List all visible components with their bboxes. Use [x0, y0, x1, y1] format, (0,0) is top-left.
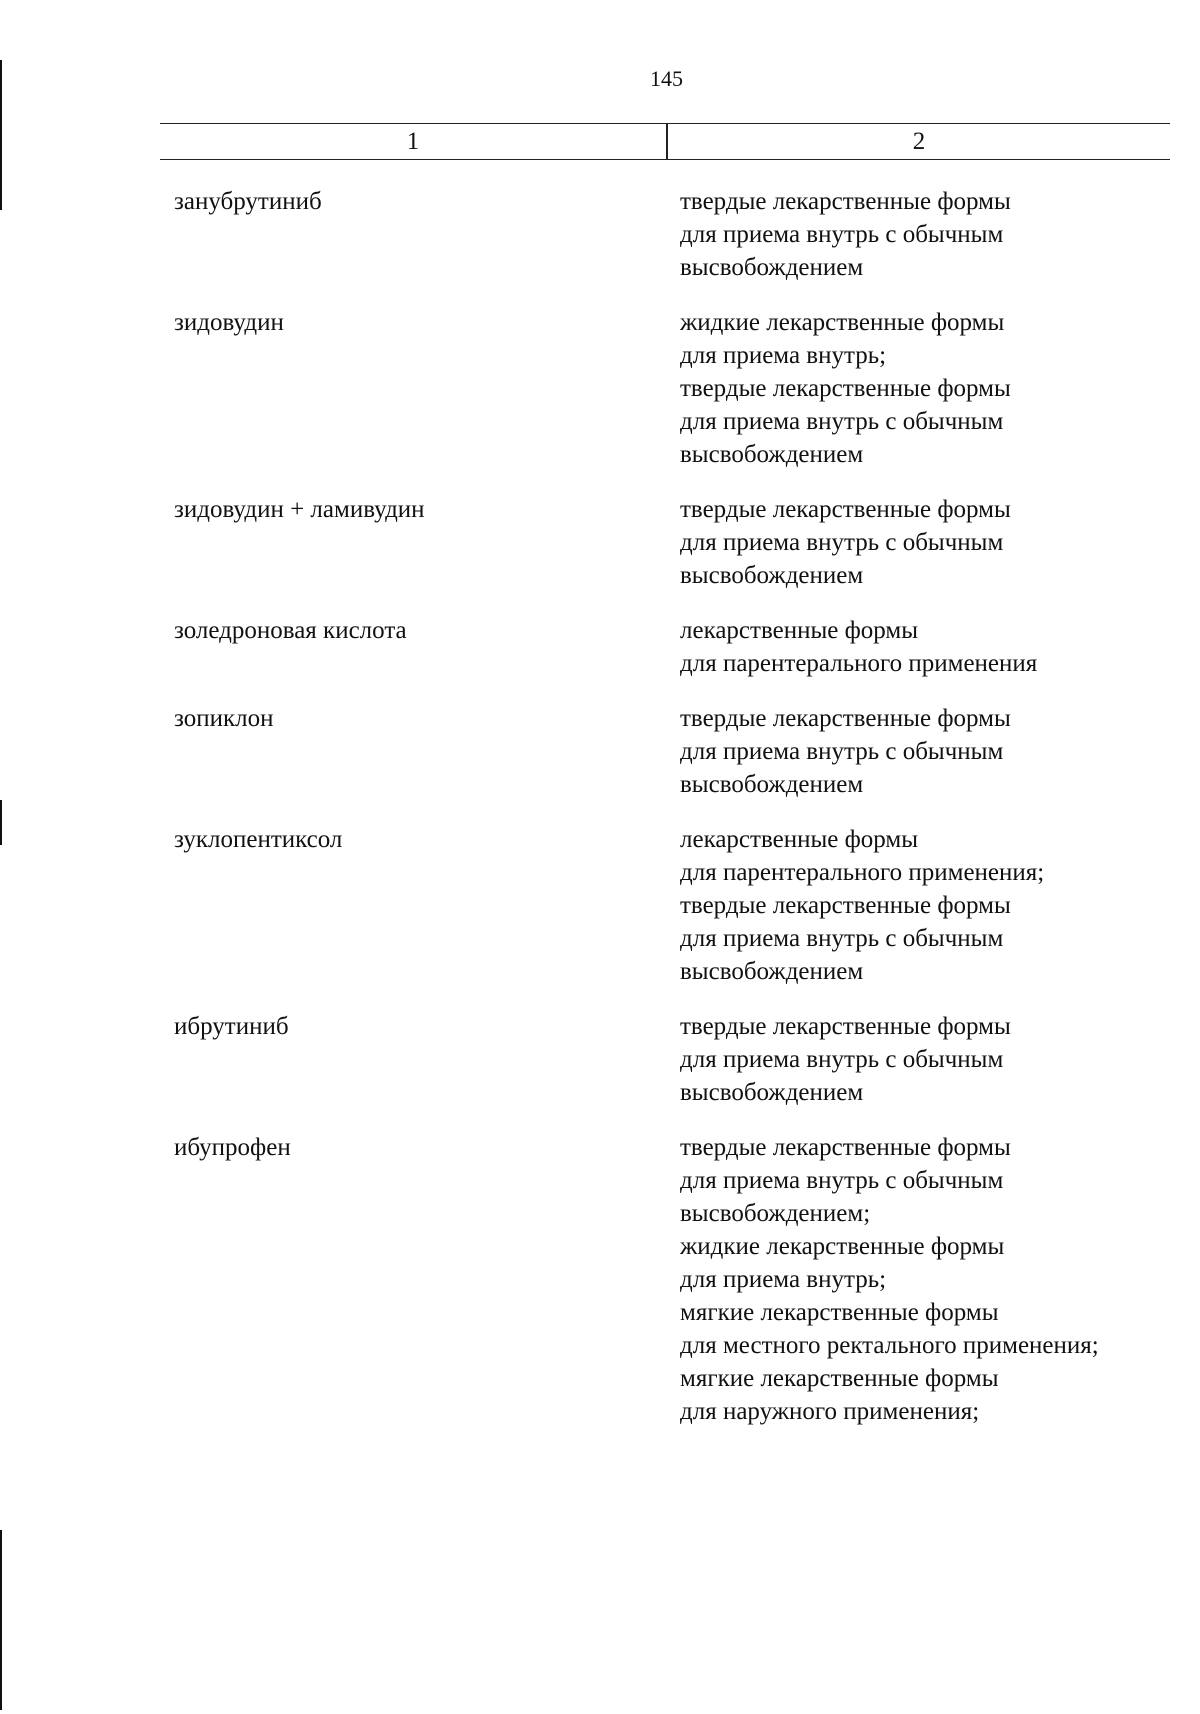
dosage-form-line: лекарственные формы: [680, 617, 919, 644]
dosage-form-line: твердые лекарственные формы: [680, 188, 1011, 215]
dosage-form-line: для приема внутрь с обычным: [680, 529, 1004, 556]
dosage-form-line: высвобождением: [680, 958, 864, 985]
drug-name: золедроновая кислота: [174, 617, 407, 644]
dosage-forms: [680, 823, 1200, 988]
drug-name: ибупрофен: [174, 1134, 291, 1161]
scan-edge-mark-bottom: [0, 1530, 2, 1710]
table-header: [160, 123, 1170, 160]
dosage-form-line: твердые лекарственные формы: [680, 375, 1011, 402]
drug-name: зидовудин + ламивудин: [174, 496, 425, 523]
dosage-form-line: для приема внутрь с обычным: [680, 738, 1004, 765]
dosage-form-line: для наружного применения;: [680, 1398, 980, 1425]
drug-name: зопиклон: [174, 705, 274, 732]
drug-name: ибрутиниб: [174, 1013, 289, 1040]
dosage-form-line: мягкие лекарственные формы: [680, 1365, 999, 1392]
dosage-form-line: твердые лекарственные формы: [680, 1134, 1011, 1161]
dosage-form-line: твердые лекарственные формы: [680, 496, 1011, 523]
header-column-1: 1: [406, 128, 420, 155]
dosage-form-line: для приема внутрь;: [680, 342, 887, 369]
dosage-form-line: для приема внутрь с обычным: [680, 408, 1004, 435]
dosage-forms: [680, 493, 1200, 592]
scan-edge-mark-middle: [0, 800, 2, 845]
dosage-form-line: для местного ректального применения;: [680, 1332, 1099, 1359]
dosage-form-line: для приема внутрь;: [680, 1266, 887, 1293]
dosage-form-line: лекарственные формы: [680, 826, 919, 853]
dosage-form-line: для парентерального применения;: [680, 859, 1045, 886]
dosage-form-line: высвобождением: [680, 254, 864, 281]
dosage-forms: [680, 702, 1200, 801]
dosage-form-line: для парентерального применения: [680, 650, 1038, 677]
dosage-form-line: твердые лекарственные формы: [680, 892, 1011, 919]
drug-name: зидовудин: [174, 309, 284, 336]
dosage-forms: [680, 1010, 1200, 1109]
dosage-form-line: высвобождением;: [680, 1200, 871, 1227]
dosage-forms: [680, 185, 1200, 284]
header-column-2: 2: [912, 128, 926, 155]
dosage-form-line: жидкие лекарственные формы: [680, 309, 1005, 336]
dosage-form-line: высвобождением: [680, 771, 864, 798]
dosage-form-line: твердые лекарственные формы: [680, 705, 1011, 732]
dosage-form-line: высвобождением: [680, 1079, 864, 1106]
dosage-forms: [680, 306, 1200, 471]
dosage-form-line: твердые лекарственные формы: [680, 1013, 1011, 1040]
dosage-forms: [680, 614, 1200, 680]
dosage-form-line: жидкие лекарственные формы: [680, 1233, 1005, 1260]
dosage-forms: [680, 1131, 1200, 1428]
dosage-form-line: для приема внутрь с обычным: [680, 925, 1004, 952]
dosage-form-line: для приема внутрь с обычным: [680, 1046, 1004, 1073]
dosage-form-line: высвобождением: [680, 562, 864, 589]
drug-name: зуклопентиксол: [174, 826, 343, 853]
drug-name: занубрутиниб: [174, 188, 322, 215]
page-number: 145: [650, 66, 683, 91]
dosage-form-line: для приема внутрь с обычным: [680, 221, 1004, 248]
dosage-form-line: высвобождением: [680, 441, 864, 468]
dosage-form-line: для приема внутрь с обычным: [680, 1167, 1004, 1194]
dosage-form-line: мягкие лекарственные формы: [680, 1299, 999, 1326]
